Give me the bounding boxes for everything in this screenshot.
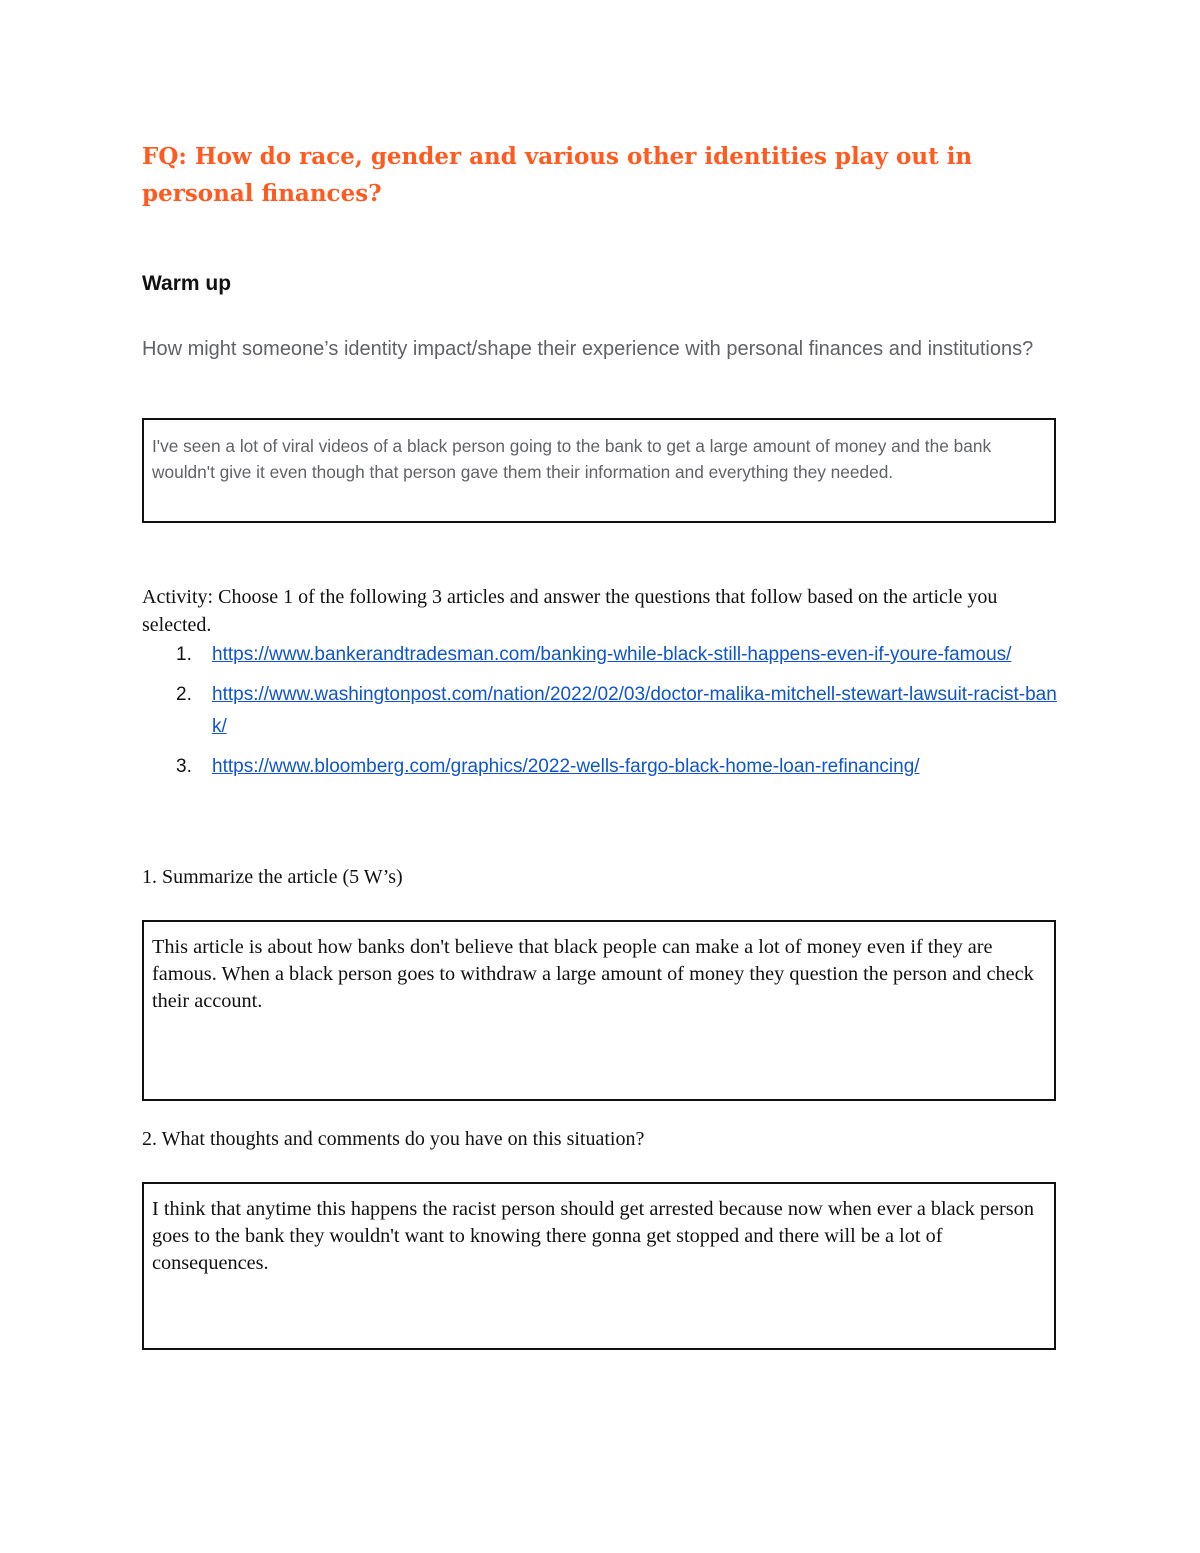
article-link-2[interactable]: https://www.washingtonpost.com/nation/2022/02/03/doctor-malika-mitchell-stewart-lawsuit-racist-bank/	[212, 684, 1057, 737]
question-2-answer-box[interactable]	[142, 1182, 1056, 1350]
article-item-1	[170, 639, 1060, 671]
article-number: 1.	[176, 644, 192, 665]
activity-instructions: Activity: Choose 1 of the following 3 articles and answer the questions that follow based on the article you selected.	[142, 586, 998, 636]
warm-up-answer-text: I've seen a lot of viral videos of a black person going to the bank to get a large amount of money and the bank wouldn't give it even though that person gave them their information and everything they needed.	[152, 436, 992, 482]
question-1-answer-text: This article is about how banks don't believe that black people can make a lot of money even if they are famous. When a black person goes to withdraw a large amount of money they question the person and check their account.	[152, 936, 1034, 1012]
warm-up-question: How might someone’s identity impact/shape their experience with personal finances and institutions?	[142, 338, 1034, 360]
article-number: 2.	[176, 684, 192, 705]
question-2-label: 2. What thoughts and comments do you have on this situation?	[142, 1128, 645, 1150]
question-1-answer-box[interactable]	[142, 920, 1056, 1101]
warm-up-answer-box[interactable]	[142, 418, 1056, 523]
warm-up-heading: Warm up	[142, 272, 232, 295]
question-1-label: 1. Summarize the article (5 W’s)	[142, 866, 403, 888]
question-2-answer-text: I think that anytime this happens the racist person should get arrested because now when ever a black person goes to the bank they wouldn't want to knowing there gonna get stopped and there will be a lot of consequences.	[152, 1198, 1034, 1274]
article-item-2	[170, 679, 1060, 743]
article-link-3[interactable]: https://www.bloomberg.com/graphics/2022-wells-fargo-black-home-loan-refinancing/	[212, 756, 920, 777]
article-list	[170, 639, 1060, 791]
article-number: 3.	[176, 756, 192, 777]
article-item-3	[170, 751, 1060, 783]
focus-question-title: FQ: How do race, gender and various other identities play out in personal finances?	[142, 143, 973, 207]
article-link-1[interactable]: https://www.bankerandtradesman.com/banking-while-black-still-happens-even-if-youre-famous/	[212, 644, 1012, 665]
